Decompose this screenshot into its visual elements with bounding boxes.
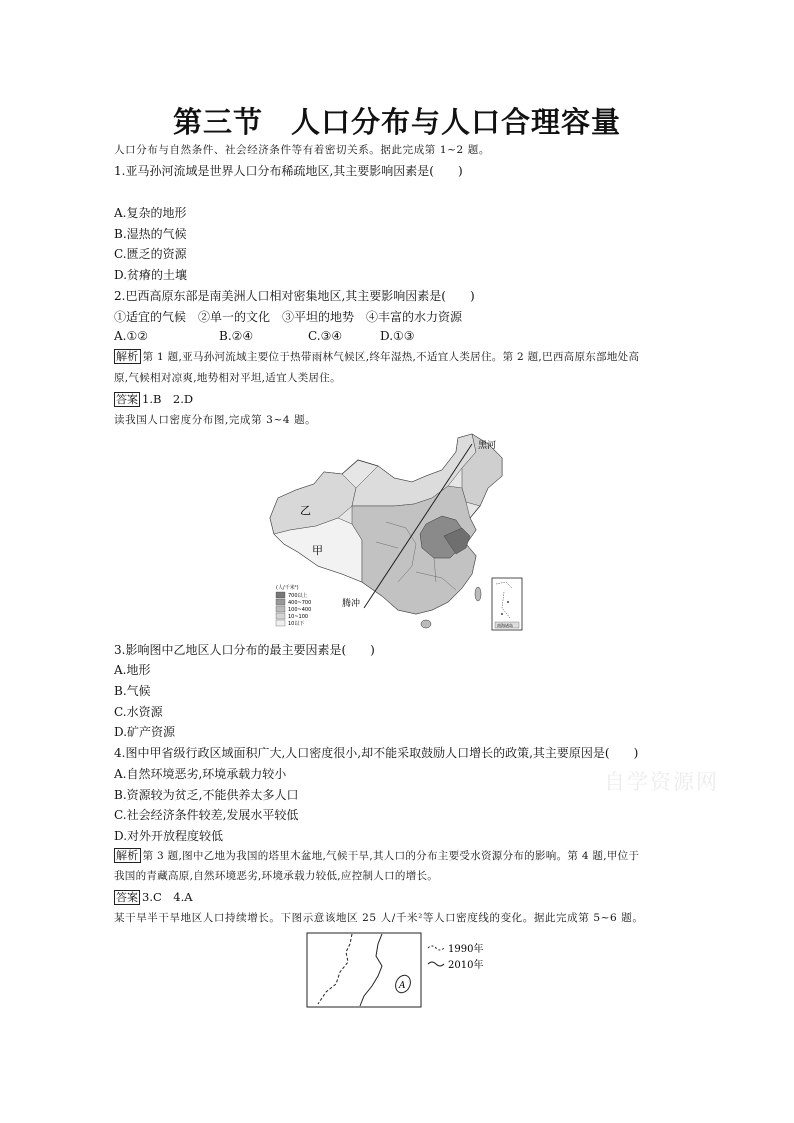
q3-option-d[interactable]: D.矿产资源 xyxy=(114,725,176,739)
explanation-2-line1: 解析 第 3 题,图中乙地为我国的塔里木盆地,气候干旱,其人口的分布主要受水资源分布的影响。第 4 题,甲位于 xyxy=(116,849,640,862)
svg-text:10以下: 10以下 xyxy=(288,621,305,627)
q4-option-a[interactable]: A.自然环境恶劣,环境承载力较小 xyxy=(114,767,287,781)
question-3: 3.影响图中乙地区人口分布的最主要因素是( ) xyxy=(114,643,375,657)
explanation-tag: 解析 xyxy=(116,849,139,862)
island-taiwan xyxy=(475,587,481,601)
q3-option-c[interactable]: C.水资源 xyxy=(114,705,163,719)
q1-option-a[interactable]: A.复杂的地形 xyxy=(114,206,187,220)
section-title: 人口分布与人口合理容量 xyxy=(291,105,622,139)
answer-2: 答案 3.C 4.A xyxy=(116,890,193,904)
q2-option-b[interactable]: B.②④ xyxy=(219,329,254,343)
legend-2010: 2010年 xyxy=(448,960,484,971)
label-tengchong: 腾冲 xyxy=(342,599,361,609)
watermark: 自学资源网 xyxy=(604,770,719,794)
q1-option-c[interactable]: C.匮乏的资源 xyxy=(114,247,187,261)
page-title xyxy=(0,100,794,141)
answer-tag: 答案 xyxy=(116,891,138,904)
intro-q1-2: 人口分布与自然条件、社会经济条件等有着密切关系。据此完成第 1~2 题。 xyxy=(114,144,490,156)
density-line-map xyxy=(306,932,496,1008)
q3-option-b[interactable]: B.气候 xyxy=(114,684,151,698)
question-2: 2.巴西高原东部是南美洲人口相对密集地区,其主要影响因素是( ) xyxy=(114,289,475,303)
intro-q3-4: 读我国人口密度分布图,完成第 3~4 题。 xyxy=(114,414,317,426)
q2-option-a[interactable]: A.①② xyxy=(114,329,148,343)
q2-option-c[interactable]: C.③④ xyxy=(308,329,343,343)
intro-q5-6: 某干旱半干旱地区人口持续增长。下图示意该地区 25 人/千米²等人口密度线的变化。据此完成第 5~6 题。 xyxy=(114,912,644,924)
explanation-1-line2: 原,气候相对凉爽,地势相对平坦,适宜人类居住。 xyxy=(114,372,341,384)
section-number: 第三节 xyxy=(172,105,263,139)
q4-option-d[interactable]: D.对外开放程度较低 xyxy=(114,829,224,843)
question-1: 1.亚马孙河流域是世界人口分布稀疏地区,其主要影响因素是( ) xyxy=(114,164,463,178)
label-yi: 乙 xyxy=(300,504,311,517)
q1-option-b[interactable]: B.湿热的气候 xyxy=(114,227,187,241)
q1-option-d[interactable]: D.贫瘠的土壤 xyxy=(114,268,188,282)
label-heihe: 黑河 xyxy=(478,441,497,451)
label-jia: 甲 xyxy=(312,544,323,557)
q3-option-a[interactable]: A.地形 xyxy=(114,663,151,677)
svg-text:10~100: 10~100 xyxy=(288,614,309,620)
svg-text:100~400: 100~400 xyxy=(288,607,312,613)
q2-items: ①适宜的气候 ②单一的文化 ③平坦的地势 ④丰富的水力资源 xyxy=(114,310,463,324)
island-hainan xyxy=(421,620,431,628)
question-4: 4.图中甲省级行政区域面积广大,人口密度很小,却不能采取鼓励人口增长的政策,其主要原因是( ) xyxy=(114,746,639,760)
q4-option-c[interactable]: C.社会经济条件较差,发展水平较低 xyxy=(114,808,299,822)
explanation-2-line2: 我国的青藏高原,自然环境恶劣,环境承载力较低,应控制人口的增长。 xyxy=(114,870,439,882)
q2-option-d[interactable]: D.①③ xyxy=(380,329,415,343)
answer-1: 答案 1.B 2.D xyxy=(116,392,194,406)
svg-text:400~700: 400~700 xyxy=(288,600,312,606)
south-china-sea-inset xyxy=(492,578,522,630)
svg-text:700以上: 700以上 xyxy=(288,593,308,599)
china-population-density-map xyxy=(266,432,526,634)
svg-text:(人/千米²): (人/千米²) xyxy=(276,585,299,591)
q4-option-b[interactable]: B.资源较为贫乏,不能供养太多人口 xyxy=(114,788,299,802)
point-a-label: A xyxy=(399,981,406,991)
svg-text:南海诸岛: 南海诸岛 xyxy=(497,623,513,628)
answer-tag: 答案 xyxy=(116,393,138,406)
legend-1990: 1990年 xyxy=(448,944,484,955)
map-legend xyxy=(276,584,311,627)
explanation-tag: 解析 xyxy=(116,350,139,363)
explanation-1-line1: 解析 第 1 题,亚马孙河流域主要位于热带雨林气候区,终年湿热,不适宜人类居住。第 2 题,巴西高原东部地处高 xyxy=(116,350,640,363)
